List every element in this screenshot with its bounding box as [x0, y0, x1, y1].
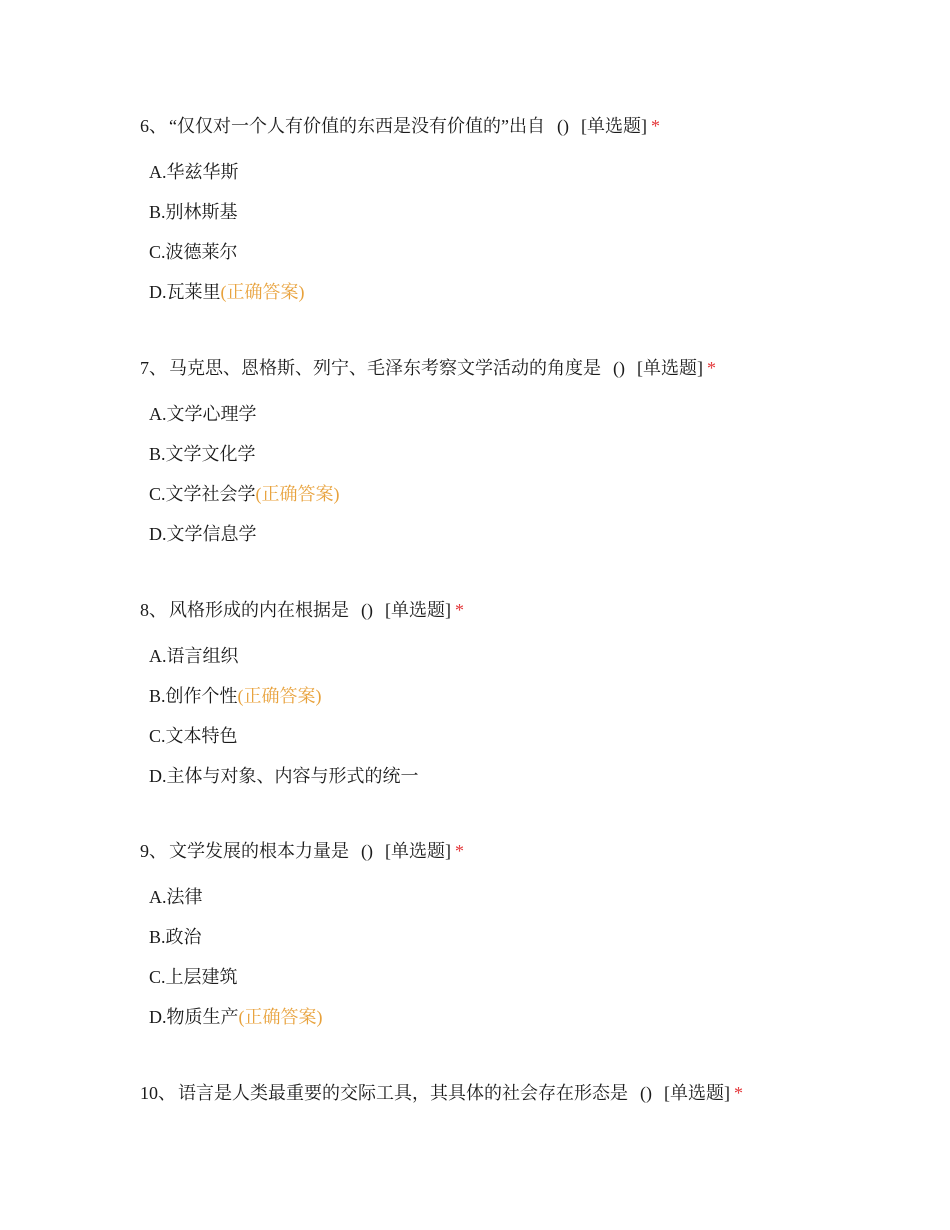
option-c [149, 240, 920, 264]
option-text: 文学文化学 [165, 444, 256, 464]
option-list [140, 644, 920, 788]
option-text: 别林斯基 [165, 202, 238, 222]
answer-blank: () [640, 1083, 652, 1103]
question-separator: 、 [149, 600, 167, 620]
required-mark: * [455, 841, 464, 861]
question-text: 语言是人类最重要的交际工具，其具体的社会存在形态是 [178, 1083, 628, 1103]
option-letter: B. [149, 444, 166, 464]
option-letter: D. [149, 1007, 167, 1027]
option-a [149, 160, 920, 184]
question-text: 文学发展的根本力量是 [169, 841, 349, 861]
option-c [149, 724, 920, 748]
option-letter: C. [149, 726, 166, 746]
question-number: 7 [140, 358, 149, 378]
answer-blank: () [556, 116, 569, 136]
option-text: 文学心理学 [166, 404, 257, 424]
question-text: 风格形成的内在根据是 [169, 600, 349, 620]
answer-blank: () [613, 358, 625, 378]
option-text: 波德莱尔 [165, 242, 238, 262]
option-list [140, 885, 920, 1029]
option-a [149, 402, 920, 426]
question-type: [单选题] [637, 358, 703, 378]
option-letter: B. [149, 686, 166, 706]
question-9 [140, 839, 920, 1045]
option-text: 政治 [165, 927, 202, 947]
option-text: 主体与对象、内容与形式的统一 [166, 766, 419, 786]
required-mark: * [650, 116, 660, 136]
question-number: 9 [140, 841, 149, 861]
question-title [140, 1081, 920, 1105]
answer-blank: () [361, 600, 373, 620]
option-letter: D. [149, 524, 167, 544]
option-letter: A. [149, 646, 167, 666]
option-text: 语言组织 [166, 646, 239, 666]
question-type: [单选题] [385, 841, 451, 861]
option-b [149, 684, 920, 708]
correct-answer-label: (正确答案) [220, 282, 305, 302]
option-letter: C. [149, 242, 166, 262]
option-text: 上层建筑 [165, 967, 238, 987]
option-letter: D. [149, 766, 167, 786]
option-text: 瓦莱里 [166, 282, 221, 302]
option-c [149, 482, 920, 506]
question-type: [单选题] [664, 1083, 730, 1103]
question-separator: 、 [149, 116, 167, 136]
correct-answer-label: (正确答案) [237, 686, 322, 706]
question-7 [140, 356, 920, 562]
option-a [149, 644, 920, 668]
option-letter: B. [149, 927, 166, 947]
option-letter: C. [149, 967, 166, 987]
option-letter: A. [149, 162, 167, 182]
option-text: 文学社会学 [165, 484, 256, 504]
option-d [149, 1005, 920, 1029]
option-d [149, 764, 920, 788]
required-mark: * [707, 358, 716, 378]
question-separator: 、 [149, 358, 167, 378]
question-separator: 、 [149, 841, 167, 861]
question-10 [140, 1081, 920, 1105]
option-text: 文本特色 [165, 726, 238, 746]
option-a [149, 885, 920, 909]
option-text: 创作个性 [165, 686, 238, 706]
option-text: 法律 [166, 887, 203, 907]
question-8 [140, 598, 920, 804]
option-text: 物质生产 [166, 1007, 239, 1027]
option-d [149, 280, 920, 304]
question-number: 6 [140, 116, 149, 136]
option-letter: A. [149, 404, 167, 424]
question-title [140, 839, 920, 863]
correct-answer-label: (正确答案) [255, 484, 340, 504]
option-list [140, 402, 920, 546]
required-mark: * [734, 1083, 743, 1103]
question-title [140, 114, 920, 138]
question-number: 10 [140, 1083, 158, 1103]
option-letter: A. [149, 887, 167, 907]
question-type: [单选题] [580, 116, 647, 136]
answer-blank: () [361, 841, 373, 861]
option-b [149, 925, 920, 949]
option-b [149, 442, 920, 466]
question-6 [140, 114, 920, 320]
option-letter: B. [149, 202, 166, 222]
option-b [149, 200, 920, 224]
question-separator: 、 [158, 1083, 176, 1103]
question-title [140, 598, 920, 622]
correct-answer-label: (正确答案) [238, 1007, 323, 1027]
required-mark: * [455, 600, 464, 620]
option-c [149, 965, 920, 989]
option-text: 华兹华斯 [166, 162, 239, 182]
question-type: [单选题] [385, 600, 451, 620]
question-title [140, 356, 920, 380]
question-number: 8 [140, 600, 149, 620]
question-text: 马克思、恩格斯、列宁、毛泽东考察文学活动的角度是 [169, 358, 601, 378]
option-d [149, 522, 920, 546]
option-list [140, 160, 920, 304]
option-letter: C. [149, 484, 166, 504]
question-text: “仅仅对一个人有价值的东西是没有价值的”出自 [169, 116, 545, 136]
option-letter: D. [149, 282, 167, 302]
option-text: 文学信息学 [166, 524, 257, 544]
